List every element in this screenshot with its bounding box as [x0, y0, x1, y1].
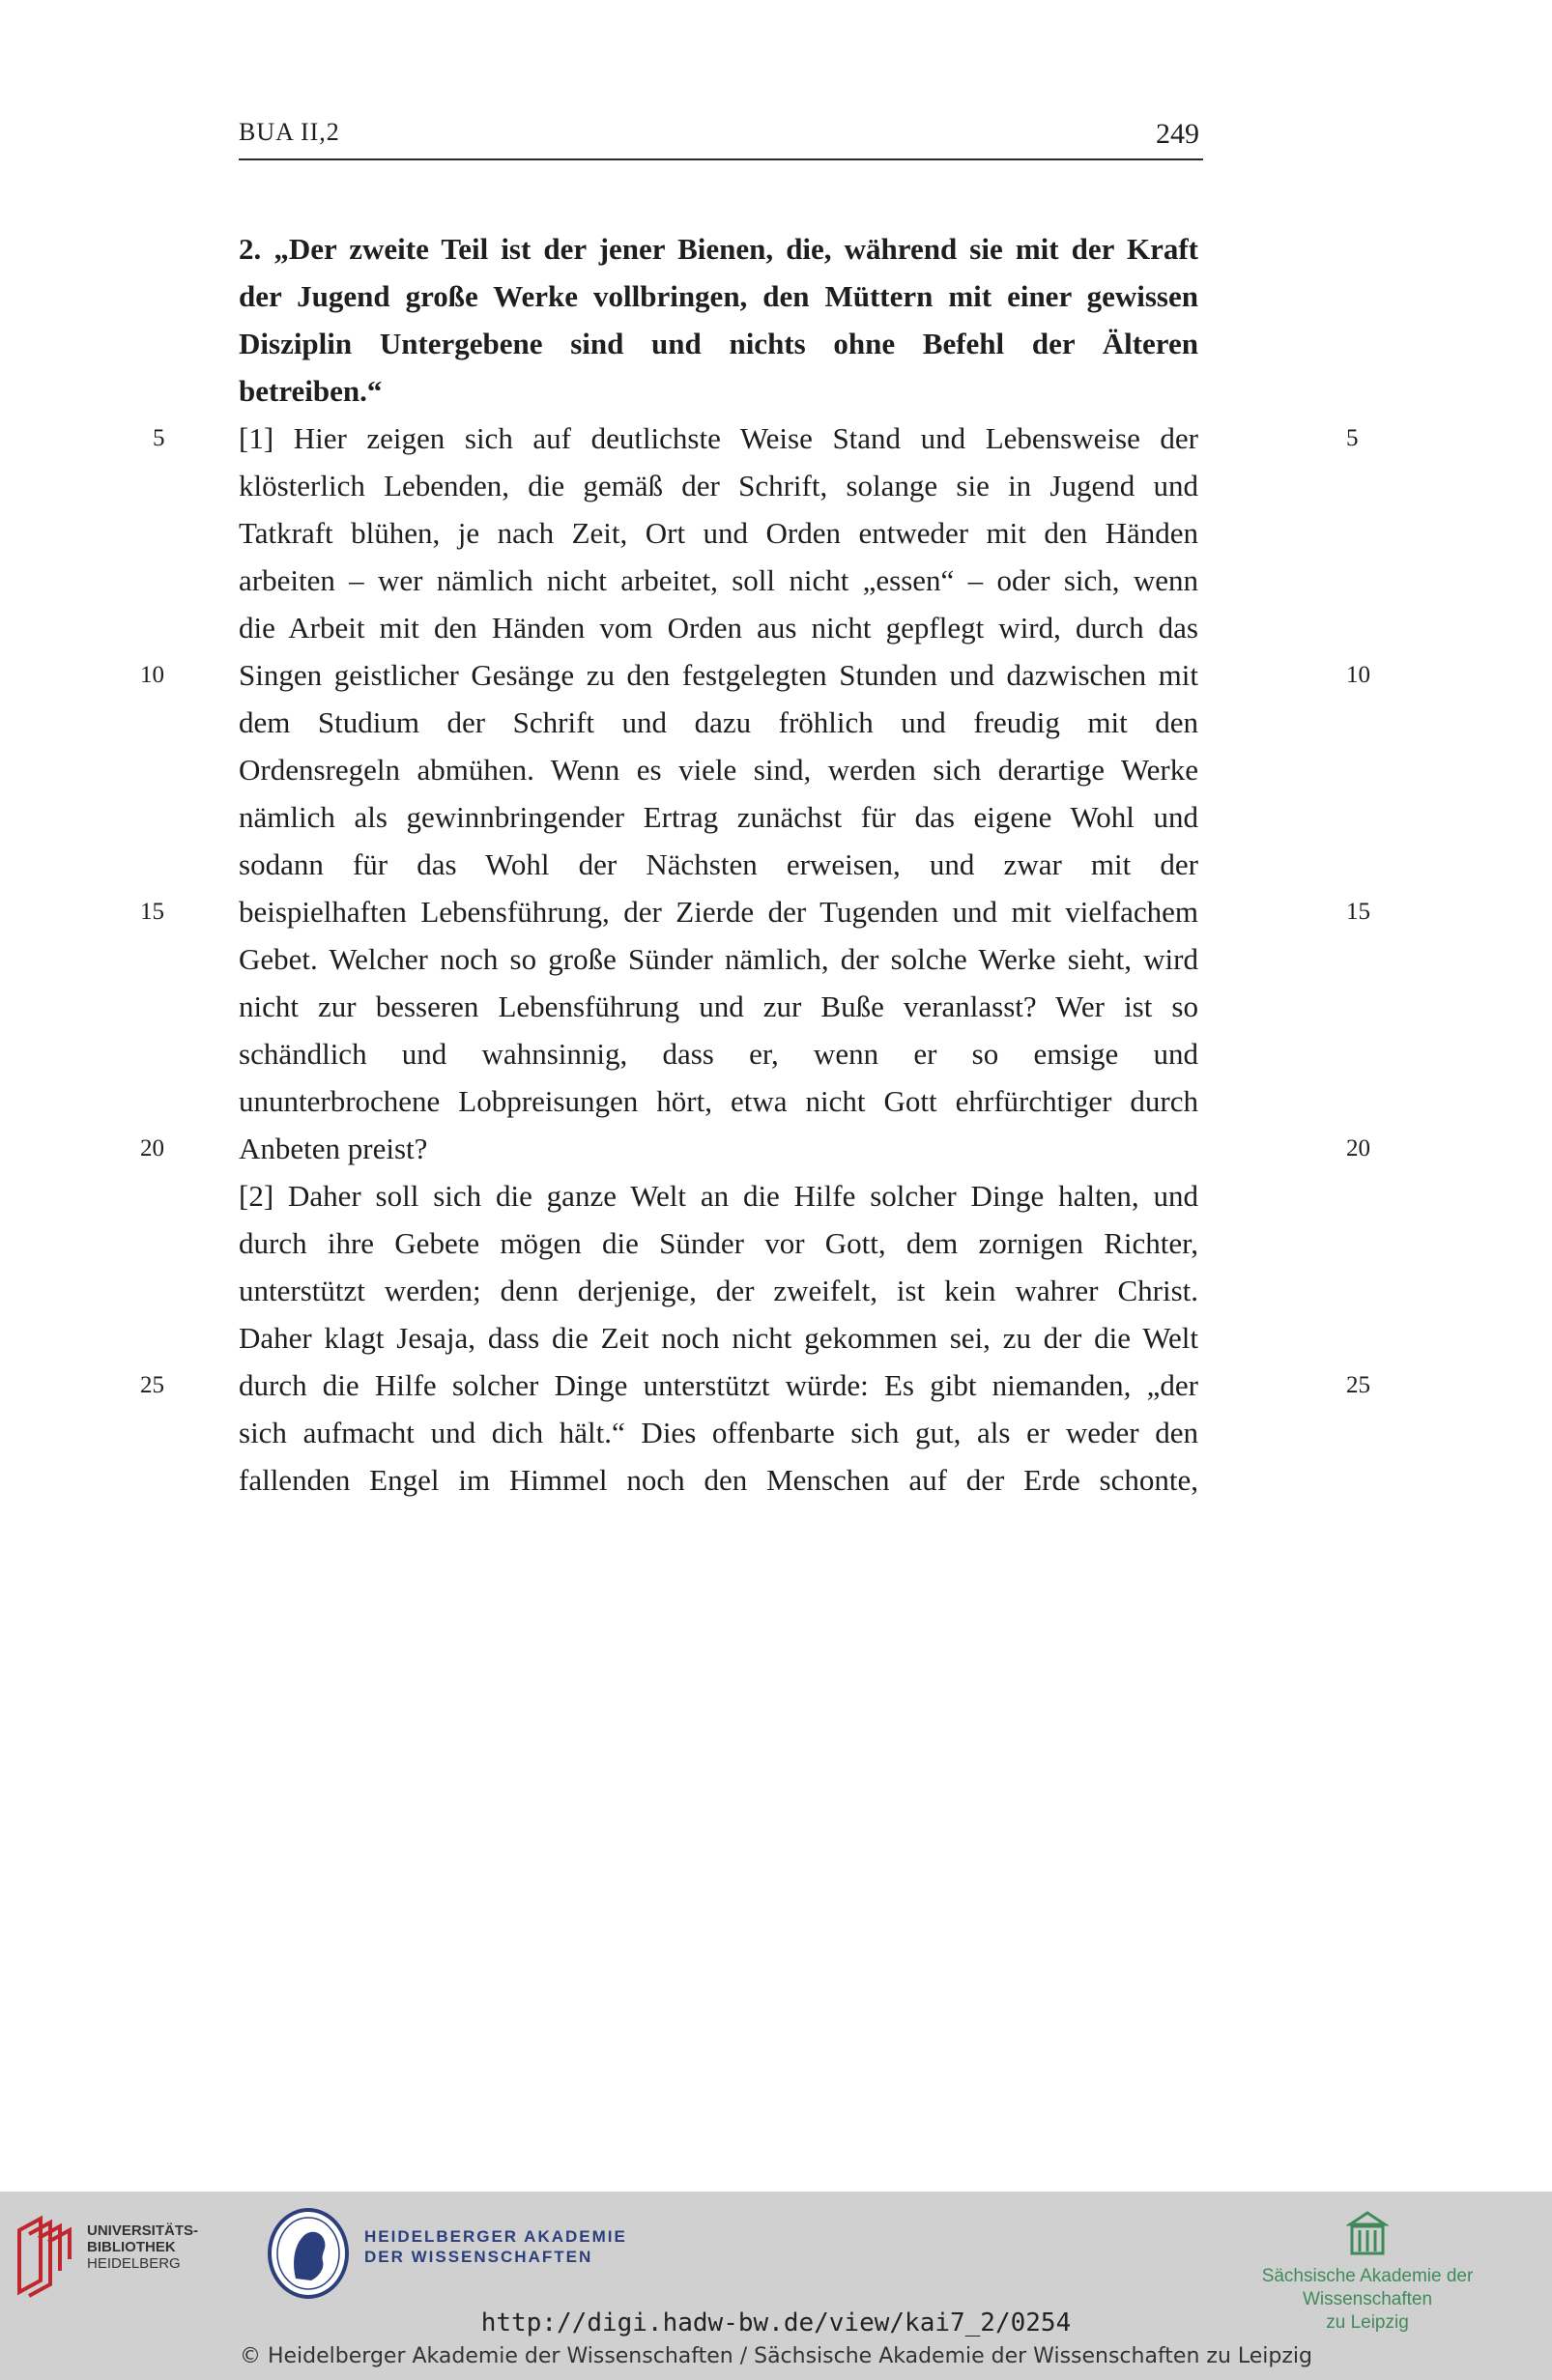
permalink-url[interactable]: http://digi.hadw-bw.de/view/kai7_2/0254 — [480, 2308, 1072, 2337]
line-number: 15 — [140, 899, 164, 925]
line-number: 15 — [1346, 899, 1370, 925]
line-number: 10 — [140, 662, 164, 688]
text-line: Tatkraft blühen, je nach Zeit, Ort und Orden entweder mit den Händen — [239, 516, 1198, 550]
text-line: 2. „Der zweite Teil ist der jener Bienen, die, während sie mit der Kraft — [239, 232, 1198, 266]
academy-seal-icon[interactable] — [267, 2207, 350, 2300]
saxon-academy-name[interactable]: Sächsische Akademie der Wissenschaften zu Leipzig — [1261, 2266, 1474, 2333]
text-line: sodann für das Wohl der Nächsten erweisen, und zwar mit der — [239, 847, 1198, 881]
university-library-logo-icon[interactable] — [15, 2213, 75, 2298]
text-line: ununterbrochene Lobpreisungen hört, etwa nicht Gott ehrfürchtiger durch — [239, 1084, 1198, 1118]
text-line: unterstützt werden; denn derjenige, der zweifelt, ist kein wahrer Christ. — [239, 1274, 1198, 1307]
text-line: durch die Hilfe solcher Dinge unterstützt würde: Es gibt niemanden, „der — [239, 1368, 1198, 1402]
text-line: nämlich als gewinnbringender Ertrag zunächst für das eigene Wohl und — [239, 800, 1198, 834]
text-line: [2] Daher soll sich die ganze Welt an die Hilfe solcher Dinge halten, und — [239, 1179, 1198, 1213]
text-line: nicht zur besseren Lebensführung und zur Buße veranlasst? Wer ist so — [239, 989, 1198, 1023]
text-line: Disziplin Untergebene sind und nichts ohne Befehl der Älteren — [239, 327, 1198, 360]
text-line: der Jugend große Werke vollbringen, den Müttern mit einer gewissen — [239, 279, 1198, 313]
line-number: 25 — [1346, 1372, 1370, 1398]
text-line: Singen geistlicher Gesänge zu den festgelegten Stunden und dazwischen mit — [239, 658, 1198, 692]
line-number: 25 — [140, 1372, 164, 1398]
text-line: betreiben.“ — [239, 374, 383, 408]
copyright-notice: © Heidelberger Akademie der Wissenschaften / Sächsische Akademie der Wissenschaften zu Leipzig — [239, 2344, 1312, 2368]
text-line: durch ihre Gebete mögen die Sünder vor Gott, dem zornigen Richter, — [239, 1226, 1198, 1260]
page-number: 249 — [1156, 118, 1199, 150]
text-line: beispielhaften Lebensführung, der Zierde der Tugenden und mit vielfachem — [239, 895, 1198, 929]
header-rule — [239, 158, 1203, 160]
line-number: 5 — [153, 425, 165, 451]
text-line: dem Studium der Schrift und dazu fröhlich und freudig mit den — [239, 705, 1198, 739]
text-line: sich aufmacht und dich hält.“ Dies offenbarte sich gut, als er weder den — [239, 1416, 1198, 1449]
line-number: 20 — [1346, 1135, 1370, 1161]
text-line: [1] Hier zeigen sich auf deutlichste Weise Stand und Lebensweise der — [239, 421, 1198, 455]
text-line: fallenden Engel im Himmel noch den Menschen auf der Erde schonte, — [239, 1463, 1198, 1497]
saxon-academy-logo-icon[interactable] — [1346, 2209, 1389, 2257]
footer-banner — [0, 2192, 1552, 2380]
text-line: die Arbeit mit den Händen vom Orden aus nicht gepflegt wird, durch das — [239, 611, 1198, 645]
line-number: 20 — [140, 1135, 164, 1161]
text-line: Daher klagt Jesaja, dass die Zeit noch nicht gekommen sei, zu der die Welt — [239, 1321, 1198, 1355]
heidelberg-academy-name[interactable]: HEIDELBERGER AKADEMIE DER WISSENSCHAFTEN — [364, 2227, 627, 2266]
text-line: arbeiten – wer nämlich nicht arbeitet, soll nicht „essen“ – oder sich, wenn — [239, 563, 1198, 597]
text-line: schändlich und wahnsinnig, dass er, wenn er so emsige und — [239, 1037, 1198, 1071]
university-library-name[interactable]: UNIVERSITÄTS- BIBLIOTHEK HEIDELBERG — [87, 2222, 199, 2272]
text-line: klösterlich Lebenden, die gemäß der Schrift, solange sie in Jugend und — [239, 469, 1198, 502]
text-line: Ordensregeln abmühen. Wenn es viele sind, werden sich derartige Werke — [239, 753, 1198, 787]
line-number: 10 — [1346, 662, 1370, 688]
line-number: 5 — [1346, 425, 1359, 451]
text-line: Anbeten preist? — [239, 1132, 428, 1165]
text-line: Gebet. Welcher noch so große Sünder nämlich, der solche Werke sieht, wird — [239, 942, 1198, 976]
running-title: BUA II,2 — [239, 118, 340, 146]
